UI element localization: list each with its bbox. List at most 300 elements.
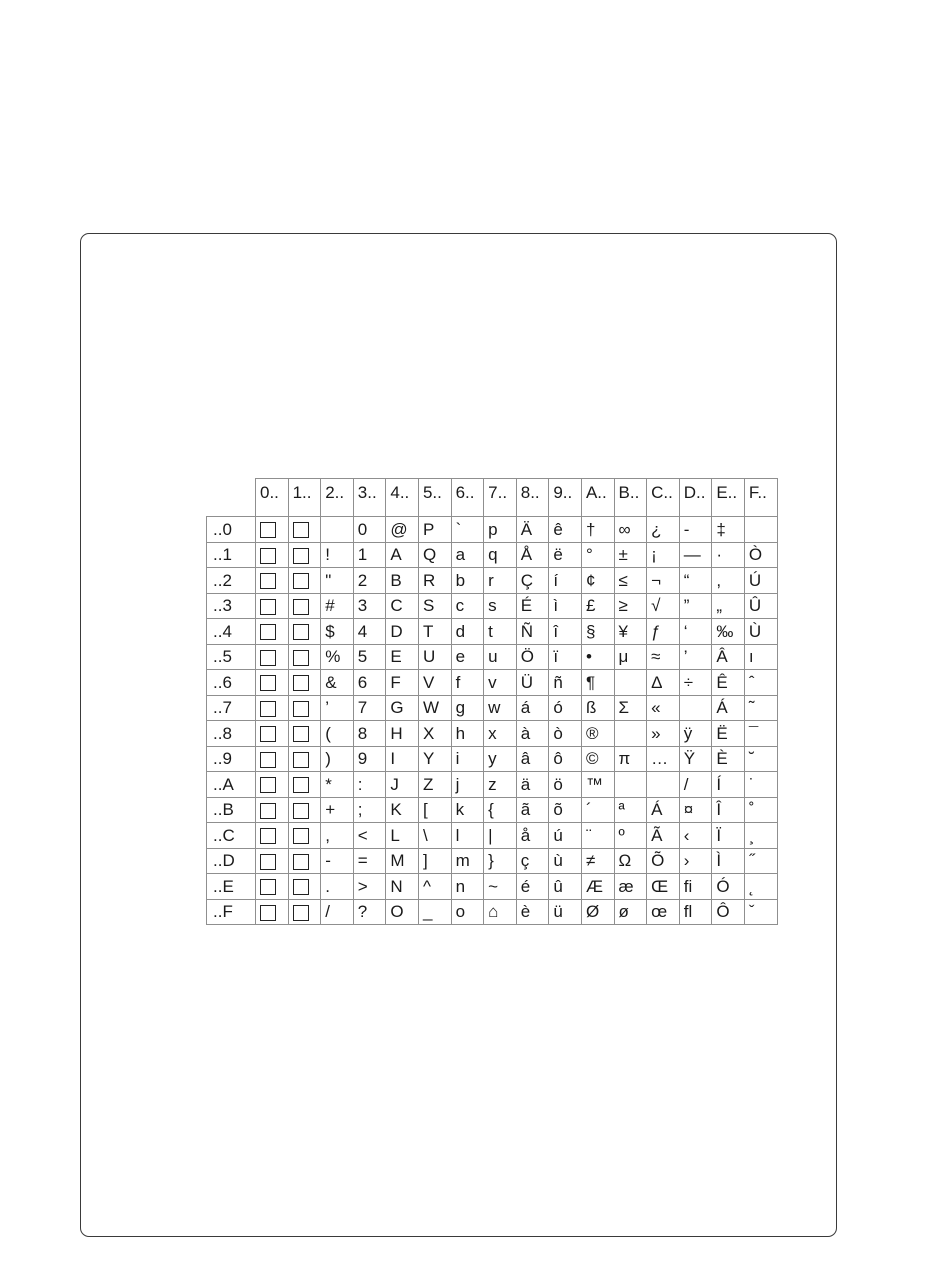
char-cell: μ [614,644,647,670]
char-cell: • [581,644,614,670]
char-cell: π [614,746,647,772]
column-header: 2.. [321,479,354,517]
char-cell: ≥ [614,593,647,619]
char-cell: ¿ [647,517,680,543]
control-code-cell [288,874,321,900]
char-cell: Õ [647,848,680,874]
char-cell: ⌂ [484,899,517,925]
char-cell: Ö [516,644,549,670]
control-code-cell [256,619,289,645]
character-set-table [206,478,778,925]
control-code-cell [288,644,321,670]
row-header: ..0 [207,517,256,543]
char-cell: ö [549,772,582,798]
char-cell: — [679,542,712,568]
char-cell: Ø [581,899,614,925]
table-row [207,848,778,874]
char-cell: R [418,568,451,594]
char-cell: 6 [353,670,386,696]
empty-box-icon [260,828,276,844]
char-cell: . [321,874,354,900]
char-cell: D [386,619,419,645]
control-code-cell [288,542,321,568]
empty-box-icon [260,854,276,870]
empty-box-icon [293,879,309,895]
control-code-cell [256,644,289,670]
control-code-cell [256,517,289,543]
control-code-cell [288,670,321,696]
char-cell: ˝ [744,848,777,874]
empty-box-icon [293,573,309,589]
char-cell: c [451,593,484,619]
char-cell: " [321,568,354,594]
char-cell: √ [647,593,680,619]
char-cell: ∞ [614,517,647,543]
char-cell: 0 [353,517,386,543]
char-cell: y [484,746,517,772]
empty-box-icon [260,752,276,768]
char-cell: ƒ [647,619,680,645]
char-cell: ø [614,899,647,925]
char-cell [321,517,354,543]
control-code-cell [256,746,289,772]
table-row [207,823,778,849]
control-code-cell [256,593,289,619]
control-code-cell [256,797,289,823]
char-cell: 3 [353,593,386,619]
empty-box-icon [293,701,309,717]
char-cell: r [484,568,517,594]
char-cell: G [386,695,419,721]
column-header: C.. [647,479,680,517]
control-code-cell [256,670,289,696]
char-cell: ´ [581,797,614,823]
char-cell: V [418,670,451,696]
char-cell: Í [712,772,745,798]
char-cell: ª [614,797,647,823]
char-cell: ® [581,721,614,747]
column-header: 3.. [353,479,386,517]
char-cell: ‰ [712,619,745,645]
char-cell: | [484,823,517,849]
char-cell: t [484,619,517,645]
char-cell: Σ [614,695,647,721]
char-cell: ^ [418,874,451,900]
char-cell: e [451,644,484,670]
char-cell: O [386,899,419,925]
char-cell: F [386,670,419,696]
empty-box-icon [293,752,309,768]
char-cell: 2 [353,568,386,594]
char-cell: â [516,746,549,772]
char-cell: ~ [484,874,517,900]
char-cell: Û [744,593,777,619]
char-cell: ± [614,542,647,568]
char-cell: P [418,517,451,543]
char-cell: ’ [679,644,712,670]
table-corner [207,479,256,517]
char-cell: , [321,823,354,849]
empty-box-icon [293,548,309,564]
column-header: 0.. [256,479,289,517]
column-header: B.. [614,479,647,517]
control-code-cell [288,823,321,849]
control-code-cell [256,695,289,721]
control-code-cell [288,593,321,619]
control-code-cell [256,568,289,594]
char-cell: Ä [516,517,549,543]
empty-box-icon [260,522,276,538]
column-header: 8.. [516,479,549,517]
table-row [207,670,778,696]
control-code-cell [288,848,321,874]
char-cell: v [484,670,517,696]
char-cell: û [549,874,582,900]
char-cell: Ú [744,568,777,594]
char-cell: à [516,721,549,747]
column-header: E.. [712,479,745,517]
char-cell: l [451,823,484,849]
char-cell: õ [549,797,582,823]
char-cell: W [418,695,451,721]
char-cell: _ [418,899,451,925]
column-header: F.. [744,479,777,517]
row-header: ..4 [207,619,256,645]
char-cell: ü [549,899,582,925]
char-cell: : [353,772,386,798]
char-cell: z [484,772,517,798]
char-cell: w [484,695,517,721]
empty-box-icon [293,675,309,691]
char-cell: I [386,746,419,772]
char-cell: ù [549,848,582,874]
char-cell: 7 [353,695,386,721]
char-cell: Z [418,772,451,798]
char-cell: - [679,517,712,543]
char-cell: % [321,644,354,670]
empty-box-icon [293,522,309,538]
char-cell: “ [679,568,712,594]
empty-box-icon [293,803,309,819]
empty-box-icon [260,573,276,589]
char-cell: ” [679,593,712,619]
char-cell [614,721,647,747]
table-row [207,568,778,594]
char-cell: ! [321,542,354,568]
char-cell: ≈ [647,644,680,670]
char-cell: œ [647,899,680,925]
char-cell: ë [549,542,582,568]
char-cell [647,772,680,798]
char-cell: Ô [712,899,745,925]
char-cell: › [679,848,712,874]
char-cell: © [581,746,614,772]
char-cell: d [451,619,484,645]
char-cell: q [484,542,517,568]
char-cell: £ [581,593,614,619]
char-cell: @ [386,517,419,543]
char-cell: M [386,848,419,874]
char-cell: ¬ [647,568,680,594]
empty-box-icon [260,624,276,640]
char-cell: ì [549,593,582,619]
char-cell: ¸ [744,823,777,849]
empty-box-icon [260,701,276,717]
char-cell: x [484,721,517,747]
empty-box-icon [260,777,276,793]
control-code-cell [256,823,289,849]
char-cell: ? [353,899,386,925]
control-code-cell [288,746,321,772]
char-cell: f [451,670,484,696]
char-cell: < [353,823,386,849]
char-cell: Œ [647,874,680,900]
char-cell: ) [321,746,354,772]
column-header: 6.. [451,479,484,517]
char-cell: + [321,797,354,823]
column-header: 1.. [288,479,321,517]
char-cell: ¢ [581,568,614,594]
char-cell: [ [418,797,451,823]
row-header: ..F [207,899,256,925]
column-header: A.. [581,479,614,517]
char-cell: h [451,721,484,747]
char-cell: A [386,542,419,568]
char-cell: i [451,746,484,772]
char-cell: X [418,721,451,747]
char-cell: s [484,593,517,619]
control-code-cell [288,695,321,721]
char-cell: É [516,593,549,619]
char-cell: ä [516,772,549,798]
char-cell: ﬂ [679,899,712,925]
table-row [207,899,778,925]
char-cell: Å [516,542,549,568]
char-cell: & [321,670,354,696]
row-header: ..C [207,823,256,849]
control-code-cell [256,848,289,874]
table-row [207,593,778,619]
char-cell: ‡ [712,517,745,543]
char-cell: ( [321,721,354,747]
char-cell: · [712,542,745,568]
char-cell: g [451,695,484,721]
char-cell: J [386,772,419,798]
char-cell: H [386,721,419,747]
char-cell: ¨ [581,823,614,849]
table-row [207,644,778,670]
char-cell: Ç [516,568,549,594]
empty-box-icon [293,905,309,921]
empty-box-icon [260,599,276,615]
table-row [207,517,778,543]
column-header: D.. [679,479,712,517]
char-cell: Ã [647,823,680,849]
char-cell: L [386,823,419,849]
char-cell [614,772,647,798]
char-cell: † [581,517,614,543]
empty-box-icon [260,650,276,666]
control-code-cell [288,772,321,798]
char-cell: / [321,899,354,925]
char-cell: ° [581,542,614,568]
char-cell: ` [451,517,484,543]
char-cell: \ [418,823,451,849]
char-cell: 5 [353,644,386,670]
char-cell [614,670,647,696]
row-header: ..B [207,797,256,823]
char-cell: C [386,593,419,619]
char-cell [679,695,712,721]
char-cell: ˙ [744,772,777,798]
empty-box-icon [293,624,309,640]
control-code-cell [288,619,321,645]
char-cell: ú [549,823,582,849]
empty-box-icon [260,675,276,691]
char-cell: K [386,797,419,823]
empty-box-icon [260,803,276,819]
char-cell: E [386,644,419,670]
char-cell [744,517,777,543]
char-cell: 1 [353,542,386,568]
row-header: ..3 [207,593,256,619]
char-cell: ˘ [744,746,777,772]
char-cell: Q [418,542,451,568]
column-header: 5.. [418,479,451,517]
empty-box-icon [260,548,276,564]
char-cell: é [516,874,549,900]
char-cell: Ÿ [679,746,712,772]
char-cell: Ó [712,874,745,900]
char-cell: = [353,848,386,874]
char-cell: ¯ [744,721,777,747]
char-cell: Δ [647,670,680,696]
control-code-cell [256,542,289,568]
char-cell: n [451,874,484,900]
char-cell: ‘ [679,619,712,645]
char-cell: Â [712,644,745,670]
row-header: ..2 [207,568,256,594]
control-code-cell [288,568,321,594]
empty-box-icon [293,854,309,870]
char-cell: # [321,593,354,619]
char-cell: ˜ [744,695,777,721]
char-cell: B [386,568,419,594]
char-cell: ï [549,644,582,670]
control-code-cell [256,899,289,925]
char-cell: í [549,568,582,594]
char-cell: ÿ [679,721,712,747]
char-cell: Ï [712,823,745,849]
char-cell: Ò [744,542,777,568]
char-cell: ¶ [581,670,614,696]
char-cell: ÷ [679,670,712,696]
char-cell: ˆ [744,670,777,696]
char-cell: Ù [744,619,777,645]
char-cell: ˛ [744,874,777,900]
char-cell: , [712,568,745,594]
char-cell: ] [418,848,451,874]
table-row [207,542,778,568]
row-header: ..A [207,772,256,798]
empty-box-icon [293,650,309,666]
char-cell: Y [418,746,451,772]
char-cell: ¡ [647,542,680,568]
char-cell: å [516,823,549,849]
char-cell: è [516,899,549,925]
char-cell: ™ [581,772,614,798]
char-cell: ˇ [744,899,777,925]
control-code-cell [288,899,321,925]
char-cell: ≤ [614,568,647,594]
row-header: ..5 [207,644,256,670]
char-cell: » [647,721,680,747]
char-cell: } [484,848,517,874]
char-cell: Ü [516,670,549,696]
char-cell: p [484,517,517,543]
char-cell: º [614,823,647,849]
table-row [207,721,778,747]
row-header: ..1 [207,542,256,568]
char-cell: j [451,772,484,798]
char-cell: ˚ [744,797,777,823]
empty-box-icon [293,726,309,742]
empty-box-icon [260,879,276,895]
char-cell: Ê [712,670,745,696]
char-cell: ≠ [581,848,614,874]
char-cell: ê [549,517,582,543]
table-row [207,797,778,823]
char-cell: { [484,797,517,823]
row-header: ..6 [207,670,256,696]
char-cell: b [451,568,484,594]
control-code-cell [256,874,289,900]
char-cell: ‹ [679,823,712,849]
char-cell: T [418,619,451,645]
column-header: 4.. [386,479,419,517]
char-cell: Ω [614,848,647,874]
char-cell: o [451,899,484,925]
char-cell: æ [614,874,647,900]
char-cell: ç [516,848,549,874]
table-row [207,772,778,798]
empty-box-icon [260,905,276,921]
control-code-cell [256,772,289,798]
table-row [207,619,778,645]
row-header: ..E [207,874,256,900]
char-cell: ﬁ [679,874,712,900]
column-header-row [207,479,778,517]
char-cell: Á [647,797,680,823]
char-cell: $ [321,619,354,645]
char-cell: 9 [353,746,386,772]
char-cell: ¥ [614,619,647,645]
char-cell: a [451,542,484,568]
char-cell: ß [581,695,614,721]
char-cell: ô [549,746,582,772]
control-code-cell [288,517,321,543]
char-cell: k [451,797,484,823]
column-header: 9.. [549,479,582,517]
char-cell: … [647,746,680,772]
char-cell: Î [712,797,745,823]
column-header: 7.. [484,479,517,517]
char-cell: ã [516,797,549,823]
char-cell: / [679,772,712,798]
char-cell: m [451,848,484,874]
char-cell: ñ [549,670,582,696]
char-cell: u [484,644,517,670]
